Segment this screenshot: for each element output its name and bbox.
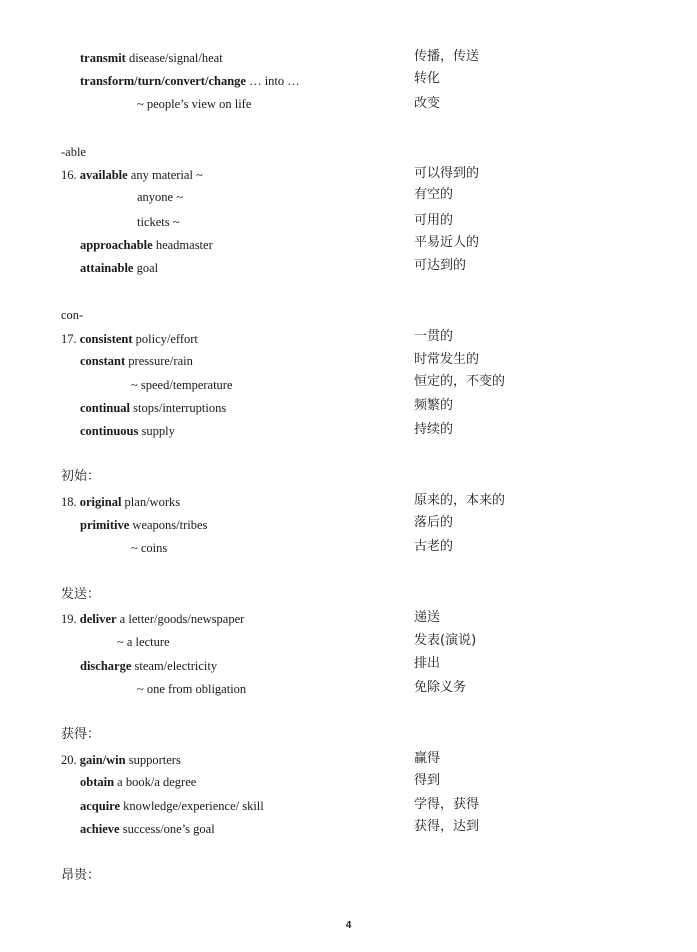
term: discharge [80,659,132,673]
collocation: any material ~ [127,168,203,182]
collocation: a letter/goods/newspaper [116,612,245,626]
meaning-change-view: 改变 [414,96,441,111]
meaning-gain: 赢得 [414,751,441,766]
section-header-con: con- [61,308,84,322]
collocation: success/one’s goal [119,822,215,836]
collocation: weapons/tribes [129,518,208,532]
entry-acquire [80,798,264,814]
entry-discharge [80,658,217,674]
meaning-deliver: 递送 [414,610,441,625]
term: continuous [80,424,139,438]
meaning-obtain: 得到 [414,773,441,788]
collocation: knowledge/experience/ skill [120,799,264,813]
meaning-available: 可以得到的 [414,166,480,181]
entry-approachable [80,237,213,253]
section-header-initial: 初始： [61,469,101,484]
section-header-obtain: 获得： [61,727,101,742]
term: achieve [80,822,120,836]
entry-speed: ~ speed/temperature [131,378,233,392]
collocation: … into … [245,74,300,88]
section-header-expensive: 昂贵： [61,868,101,883]
collocation: goal [133,261,159,275]
meaning-discharge: 排出 [414,656,441,671]
entry-obtain [80,774,196,790]
section-header-send: 发送： [61,587,101,602]
entry-coins: ~ coins [131,541,168,555]
meaning-constant: 时常发生的 [414,352,480,367]
collocation: policy/effort [132,332,198,346]
term: constant [80,354,126,368]
meaning-acquire: 学得，获得 [414,797,480,812]
entry-original [61,494,180,510]
meaning-continual: 频繁的 [414,398,454,413]
term: gain/win [79,753,126,767]
term: approachable [80,238,153,252]
entry-number: 17. [61,332,80,346]
entry-transform [80,73,300,89]
meaning-lecture: 发表(演说) [414,633,477,648]
meaning-approachable: 平易近人的 [414,235,480,250]
entry-available [61,167,203,183]
term: primitive [80,518,130,532]
entry-continual [80,400,226,416]
meaning-tickets: 可用的 [414,213,454,228]
meaning-anyone: 有空的 [414,187,454,202]
entry-number: 16. [61,168,80,182]
term: transmit [80,51,126,65]
collocation: supply [138,424,175,438]
term: original [79,495,122,509]
collocation: disease/signal/heat [125,51,223,65]
entry-continuous [80,423,175,439]
entry-transmit [80,50,223,66]
page-number: 4 [345,920,352,931]
term: consistent [79,332,133,346]
entry-tickets: tickets ~ [137,215,180,229]
meaning-speed: 恒定的，不变的 [414,374,506,389]
meaning-obligation: 免除义务 [414,680,467,695]
collocation: pressure/rain [125,354,193,368]
entry-primitive [80,517,207,533]
meaning-transform: 转化 [414,71,441,86]
collocation: a book/a degree [114,775,197,789]
term: transform/turn/convert/change [80,74,246,88]
entry-number: 19. [61,612,80,626]
term: available [79,168,128,182]
entry-constant [80,353,193,369]
collocation: supporters [125,753,181,767]
entry-change-view: ~ people’s view on life [137,97,252,111]
meaning-original: 原来的，本来的 [414,493,506,508]
collocation: headmaster [152,238,213,252]
entry-obligation: ~ one from obligation [137,682,247,696]
meaning-coins: 古老的 [414,539,454,554]
entry-attainable [80,260,158,276]
term: attainable [80,261,134,275]
meaning-achieve: 获得，达到 [414,819,480,834]
meaning-attainable: 可达到的 [414,258,467,273]
entry-gain [61,752,181,768]
term: obtain [80,775,115,789]
term: continual [80,401,131,415]
meaning-transmit: 传播，传送 [414,49,480,64]
meaning-continuous: 持续的 [414,422,454,437]
entry-deliver [61,611,244,627]
entry-achieve [80,821,215,837]
collocation: steam/electricity [131,659,218,673]
entry-number: 18. [61,495,80,509]
collocation: stops/interruptions [130,401,227,415]
entry-lecture: ~ a lecture [117,635,170,649]
meaning-consistent: 一贯的 [414,329,454,344]
term: deliver [79,612,117,626]
entry-number: 20. [61,753,80,767]
collocation: plan/works [121,495,181,509]
entry-anyone: anyone ~ [137,190,183,204]
entry-consistent [61,331,198,347]
meaning-primitive: 落后的 [414,515,454,530]
term: acquire [80,799,121,813]
section-header-able: -able [61,145,86,159]
